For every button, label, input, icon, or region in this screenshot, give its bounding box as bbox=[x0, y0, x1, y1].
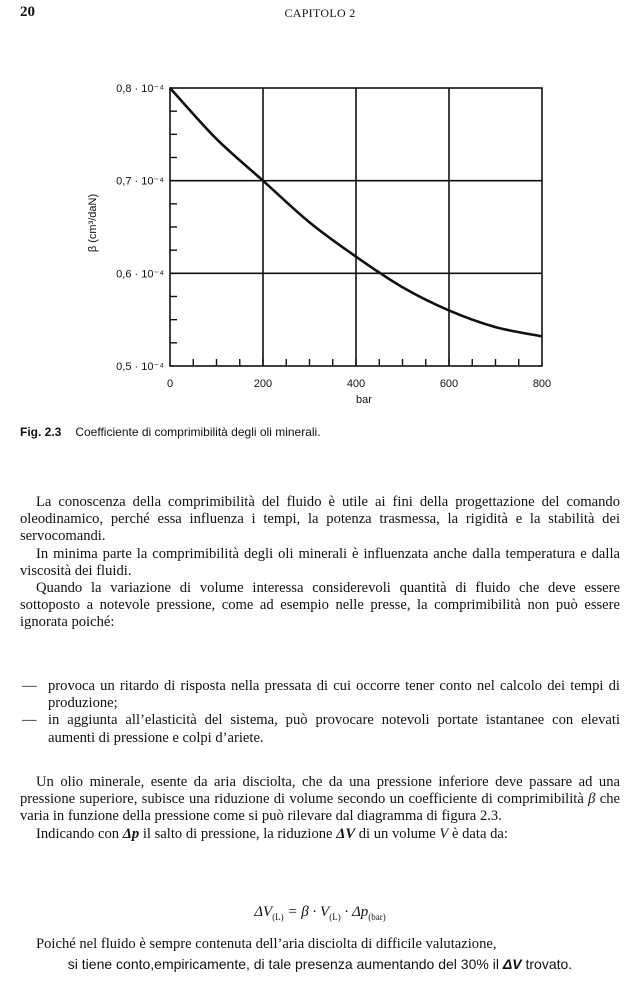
delta-v-symbol: ΔV bbox=[336, 825, 356, 842]
paragraph-oil-text: Un olio minerale, esente da aria disciolta, che da una pressione inferiore deve passare ad una pressione superiore, subisce una riduzione di volume secondo un coefficiente di comprimibilità bbox=[20, 774, 620, 808]
figure-caption-text: Coefficiente di comprimibilità degli oli minerali. bbox=[75, 425, 321, 439]
paragraph-3: Quando la variazione di volume interessa considerevoli quantità di fluido che deve essere sottoposto a notevole pressione, come ad esempio nelle presse, la comprimibilità non può essere ignorata poiché: bbox=[20, 580, 620, 631]
figure-number: Fig. 2.3 bbox=[20, 425, 62, 439]
formula-v-sub: (L) bbox=[329, 912, 341, 922]
formula-eq: = β · V bbox=[283, 904, 330, 920]
closing-delta-v: ΔV bbox=[502, 956, 522, 972]
y-tick-label: 0,7 · 10⁻⁴ bbox=[116, 175, 164, 188]
formula-p-sub: (bar) bbox=[368, 912, 386, 922]
indicando-mid2: di un volume bbox=[358, 825, 436, 842]
bullet-list-block bbox=[20, 678, 620, 747]
formula-lhs: ΔV bbox=[254, 904, 273, 920]
indicando-pre: Indicando con bbox=[36, 825, 120, 842]
delta-p-symbol: Δp bbox=[122, 825, 140, 842]
compressibility-chart bbox=[0, 0, 640, 420]
closing-block bbox=[20, 936, 620, 953]
paragraph-oil bbox=[20, 774, 620, 826]
page-number: 20 bbox=[20, 4, 35, 20]
bullet-dash: — bbox=[22, 712, 37, 729]
formula-dot: · Δp bbox=[340, 904, 369, 920]
running-title: CAPITOLO 2 bbox=[284, 6, 356, 20]
bullet-dash: — bbox=[22, 678, 37, 694]
bullet-item bbox=[20, 712, 620, 746]
indicando-mid: il salto di pressione, la riduzione bbox=[142, 825, 333, 842]
bullet-text: in aggiunta all’elasticità del sistema, può provocare notevoli portate istantanee con elevati aumenti di pressione e colpi d’ariete. bbox=[48, 712, 620, 746]
closing-line-2-pre: si tiene conto,empiricamente, di tale presenza aumentando del 30% il bbox=[67, 956, 499, 972]
bullet-item bbox=[20, 678, 620, 712]
x-axis-label: bar bbox=[356, 394, 372, 406]
bullet-list bbox=[20, 678, 620, 747]
y-axis-label: β (cm³/daN) bbox=[87, 193, 99, 253]
formula bbox=[0, 904, 640, 922]
paragraph-oil-end: che varia in funzione della pressione come si può rilevare dal diagramma di figura 2.3. bbox=[20, 791, 620, 825]
bullet-text: provoca un ritardo di risposta nella pressata di cui occorre tener conto nel calcolo dei tempi di produzione; bbox=[48, 678, 620, 712]
closing-line-1: Poiché nel fluido è sempre contenuta dell’aria disciolta di difficile valutazione, bbox=[36, 936, 497, 952]
x-tick-label: 800 bbox=[532, 378, 552, 390]
y-tick-label: 0,5 · 10⁻⁴ bbox=[116, 361, 164, 373]
formula-lhs-sub: (L) bbox=[272, 912, 284, 922]
figure-caption bbox=[20, 425, 321, 439]
x-tick-label: 400 bbox=[346, 378, 366, 390]
paragraph-2: In minima parte la comprimibilità degli oli minerali è influenzata anche dalla temperatura e dalla viscosità dei fluidi. bbox=[20, 545, 620, 579]
closing-line-2 bbox=[0, 956, 640, 972]
paragraph-indicando bbox=[20, 826, 620, 843]
x-tick-label: 200 bbox=[253, 378, 273, 390]
x-tick-label: 600 bbox=[439, 378, 459, 390]
x-tick-label: 0 bbox=[166, 378, 174, 390]
y-tick-label: 0,6 · 10⁻⁴ bbox=[116, 268, 164, 281]
body-paragraphs bbox=[20, 494, 620, 632]
indicando-post: è data da: bbox=[452, 825, 508, 842]
beta-symbol: β bbox=[588, 791, 596, 808]
y-tick-label: 0,8 · 10⁻⁴ bbox=[116, 83, 164, 95]
paragraph-1: La conoscenza della comprimibilità del fluido è utile ai fini della progettazione del comando oleodinamico, perché essa influenza i tempi, la potenza trasmessa, la rigidità e la stabilità dei servocomandi. bbox=[20, 494, 620, 545]
closing-line-2-post: trovato. bbox=[525, 956, 573, 972]
oil-paragraph-block bbox=[20, 774, 620, 843]
v-symbol: V bbox=[439, 825, 449, 842]
